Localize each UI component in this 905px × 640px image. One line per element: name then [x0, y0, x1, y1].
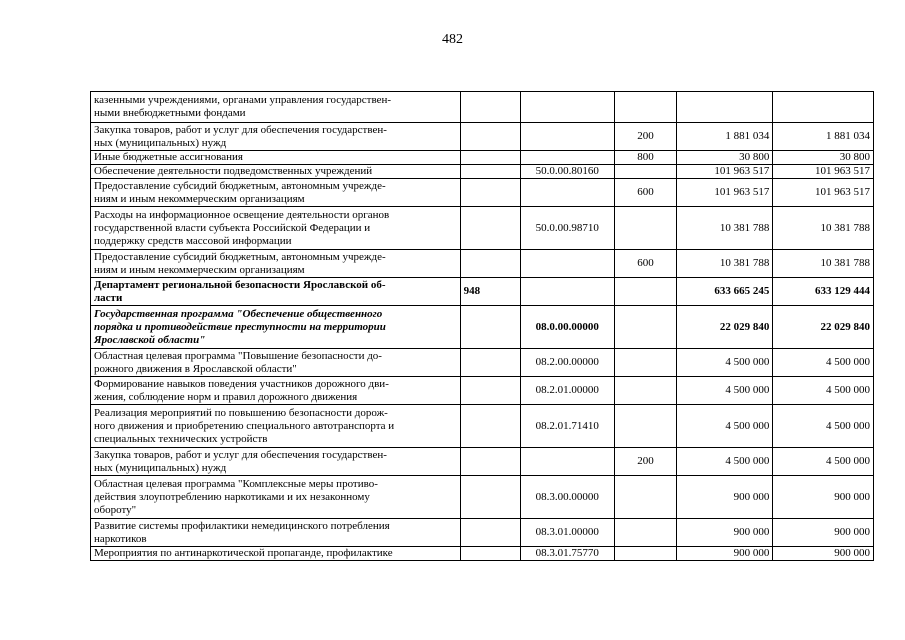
row-name-line: ных (муниципальных) нужд: [94, 136, 227, 149]
row-name-cell: [91, 123, 461, 151]
target-article-cell: 08.2.00.00000: [520, 349, 614, 377]
amount-year1-cell: 633 665 245: [676, 278, 772, 306]
amount-year2-cell: 4 500 000: [773, 405, 874, 448]
amount-year1-cell: 900 000: [676, 547, 772, 561]
table-row: [91, 278, 874, 306]
table-row: [91, 448, 874, 476]
target-article-cell: 08.0.00.00000: [520, 306, 614, 349]
row-name-line: наркотиков: [94, 532, 147, 545]
row-name-cell: [91, 476, 461, 519]
row-name-cell: [91, 547, 461, 561]
row-name-cell: [91, 448, 461, 476]
department-code-cell: [460, 547, 520, 561]
row-name-line: Развитие системы профилактики немедицинского потребления: [94, 519, 390, 532]
amount-year2-cell: 10 381 788: [773, 250, 874, 278]
row-name-line: Государственная программа "Обеспечение общественного: [94, 307, 383, 320]
row-name-cell: [91, 349, 461, 377]
row-name-line: ниям и иным некоммерческим организациям: [94, 263, 305, 276]
amount-year2-cell: 4 500 000: [773, 377, 874, 405]
amount-year1-cell: [676, 92, 772, 123]
amount-year1-cell: 22 029 840: [676, 306, 772, 349]
target-article-cell: [520, 278, 614, 306]
table-row: [91, 405, 874, 448]
target-article-cell: 08.3.01.00000: [520, 519, 614, 547]
row-name-cell: [91, 207, 461, 250]
amount-year1-cell: 4 500 000: [676, 349, 772, 377]
department-code-cell: [460, 306, 520, 349]
row-name-cell: [91, 179, 461, 207]
table-row: [91, 519, 874, 547]
table-row: [91, 207, 874, 250]
row-name-cell: [91, 151, 461, 165]
row-name-line: рожного движения в Ярославской области": [94, 362, 297, 375]
expense-type-cell: 800: [615, 151, 677, 165]
target-article-cell: [520, 448, 614, 476]
table-row: [91, 165, 874, 179]
amount-year2-cell: 900 000: [773, 547, 874, 561]
amount-year1-cell: 4 500 000: [676, 448, 772, 476]
amount-year1-cell: 4 500 000: [676, 377, 772, 405]
row-name-cell: [91, 165, 461, 179]
row-name-line: Областная целевая программа "Повышение безопасности до-: [94, 349, 382, 362]
target-article-cell: 08.2.01.00000: [520, 377, 614, 405]
expense-type-cell: 200: [615, 448, 677, 476]
row-name-cell: [91, 377, 461, 405]
table-row: [91, 92, 874, 123]
amount-year2-cell: 900 000: [773, 519, 874, 547]
row-name-line: действия злоупотреблению наркотиками и их незаконному: [94, 490, 370, 503]
row-name-line: ных (муниципальных) нужд: [94, 461, 227, 474]
row-name-cell: [91, 306, 461, 349]
expense-type-cell: [615, 476, 677, 519]
amount-year2-cell: 900 000: [773, 476, 874, 519]
amount-year2-cell: 22 029 840: [773, 306, 874, 349]
amount-year1-cell: 4 500 000: [676, 405, 772, 448]
department-code-cell: [460, 179, 520, 207]
expense-type-cell: [615, 377, 677, 405]
row-name-line: Закупка товаров, работ и услуг для обеспечения государствен-: [94, 123, 387, 136]
row-name-line: казенными учреждениями, органами управления государствен-: [94, 94, 392, 106]
department-code-cell: [460, 151, 520, 165]
expense-type-cell: [615, 278, 677, 306]
department-code-cell: [460, 405, 520, 448]
row-name-line: Расходы на информационное освещение деятельности органов: [94, 208, 390, 221]
row-name-line: Ярославской области": [94, 333, 206, 346]
row-name-line: государственной власти субъекта Российской Федерации и: [94, 221, 371, 234]
target-article-cell: [520, 123, 614, 151]
row-name-line: Реализация мероприятий по повышению безопасности дорож-: [94, 406, 388, 419]
amount-year2-cell: 10 381 788: [773, 207, 874, 250]
target-article-cell: 08.3.01.75770: [520, 547, 614, 561]
row-name-line: Обеспечение деятельности подведомственных учреждений: [94, 165, 373, 177]
target-article-cell: [520, 250, 614, 278]
department-code-cell: [460, 207, 520, 250]
expense-type-cell: [615, 519, 677, 547]
row-name-line: ласти: [94, 291, 123, 304]
table-row: [91, 349, 874, 377]
target-article-cell: [520, 92, 614, 123]
amount-year2-cell: 101 963 517: [773, 179, 874, 207]
amount-year1-cell: 1 881 034: [676, 123, 772, 151]
amount-year1-cell: 101 963 517: [676, 179, 772, 207]
table-row: [91, 377, 874, 405]
department-code-cell: [460, 448, 520, 476]
row-name-cell: [91, 405, 461, 448]
department-code-cell: [460, 123, 520, 151]
row-name-line: жения, соблюдение норм и правил дорожного движения: [94, 390, 358, 403]
expense-type-cell: [615, 405, 677, 448]
expense-type-cell: [615, 92, 677, 123]
department-code-cell: [460, 165, 520, 179]
department-code-cell: [460, 476, 520, 519]
row-name-line: Мероприятия по антинаркотической пропаганде, профилактике: [94, 547, 393, 559]
department-code-cell: [460, 92, 520, 123]
row-name-line: Областная целевая программа "Комплексные меры противо-: [94, 477, 378, 490]
amount-year2-cell: 1 881 034: [773, 123, 874, 151]
target-article-cell: [520, 151, 614, 165]
amount-year1-cell: 10 381 788: [676, 207, 772, 250]
expense-type-cell: [615, 349, 677, 377]
target-article-cell: 08.3.00.00000: [520, 476, 614, 519]
row-name-line: порядка и противодействие преступности на территории: [94, 320, 386, 333]
row-name-line: Департамент региональной безопасности Ярославской об-: [94, 278, 386, 291]
expense-type-cell: [615, 207, 677, 250]
row-name-line: ными внебюджетными фондами: [94, 107, 246, 119]
row-name-line: обороту": [94, 503, 137, 516]
row-name-line: ниям и иным некоммерческим организациям: [94, 192, 305, 205]
department-code-cell: [460, 349, 520, 377]
row-name-line: Иные бюджетные ассигнования: [94, 151, 243, 163]
row-name-line: поддержку средств массовой информации: [94, 234, 292, 247]
table-row: [91, 179, 874, 207]
row-name-line: Предоставление субсидий бюджетным, автономным учрежде-: [94, 250, 386, 263]
table-row: [91, 476, 874, 519]
amount-year1-cell: 900 000: [676, 519, 772, 547]
expense-type-cell: [615, 547, 677, 561]
expense-type-cell: 600: [615, 250, 677, 278]
amount-year2-cell: 101 963 517: [773, 165, 874, 179]
amount-year2-cell: 4 500 000: [773, 448, 874, 476]
amount-year1-cell: 30 800: [676, 151, 772, 165]
expense-type-cell: [615, 306, 677, 349]
amount-year2-cell: [773, 92, 874, 123]
budget-table-body: [91, 92, 874, 561]
row-name-cell: [91, 519, 461, 547]
row-name-line: Предоставление субсидий бюджетным, автономным учрежде-: [94, 179, 386, 192]
table-row: [91, 123, 874, 151]
department-code-cell: [460, 377, 520, 405]
target-article-cell: [520, 179, 614, 207]
expense-type-cell: 200: [615, 123, 677, 151]
row-name-line: специальных технических устройств: [94, 432, 268, 445]
row-name-line: Закупка товаров, работ и услуг для обеспечения государствен-: [94, 448, 387, 461]
table-row: [91, 547, 874, 561]
expense-type-cell: [615, 165, 677, 179]
amount-year1-cell: 101 963 517: [676, 165, 772, 179]
amount-year1-cell: 10 381 788: [676, 250, 772, 278]
target-article-cell: 50.0.00.98710: [520, 207, 614, 250]
budget-table: [90, 91, 874, 561]
row-name-cell: [91, 92, 461, 123]
expense-type-cell: 600: [615, 179, 677, 207]
target-article-cell: 50.0.00.80160: [520, 165, 614, 179]
department-code-cell: [460, 250, 520, 278]
table-row: [91, 306, 874, 349]
row-name-cell: [91, 250, 461, 278]
table-row: [91, 250, 874, 278]
department-code-cell: 948: [460, 278, 520, 306]
page-number: 482: [442, 32, 463, 47]
row-name-line: ного движения и приобретению специального автотранспорта и: [94, 419, 395, 432]
department-code-cell: [460, 519, 520, 547]
amount-year2-cell: 30 800: [773, 151, 874, 165]
amount-year2-cell: 4 500 000: [773, 349, 874, 377]
row-name-line: Формирование навыков поведения участников дорожного дви-: [94, 377, 389, 390]
amount-year2-cell: 633 129 444: [773, 278, 874, 306]
row-name-cell: [91, 278, 461, 306]
target-article-cell: 08.2.01.71410: [520, 405, 614, 448]
table-row: [91, 151, 874, 165]
amount-year1-cell: 900 000: [676, 476, 772, 519]
